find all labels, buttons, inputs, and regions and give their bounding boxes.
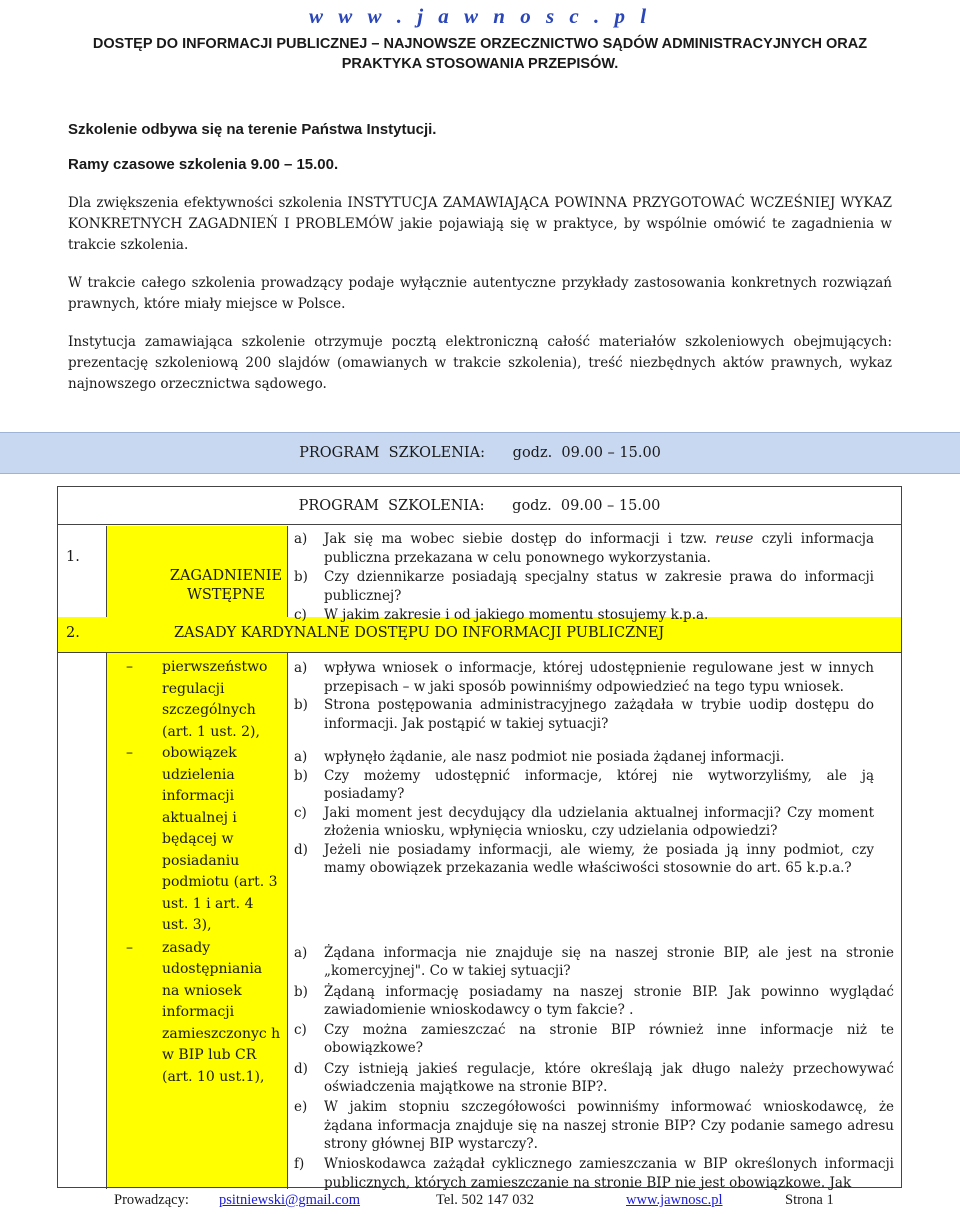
questions-group-a	[294, 659, 874, 733]
header-line-1: DOSTĘP DO INFORMACJI PUBLICZNEJ – NAJNOWSZE ORZECZNICTWO SĄDÓW ADMINISTRACYJNYCH ORAZ	[92, 36, 868, 52]
list-item: a) wpływa wniosek o informacje, której udostępnienie regulowane jest w innych przepisach – w jaki sposób powinniśmy odpowiedzieć na tego typu wniosek.	[294, 660, 874, 695]
list-item: b) Czy dziennikarze posiadają specjalny status w zakresie prawa do informacji publicznej?	[294, 569, 874, 604]
principles-list	[106, 657, 287, 1088]
footer-label: Prowadzący:	[114, 1192, 189, 1208]
list-item: a) wpłynęło żądanie, ale nasz podmiot nie posiada żądanej informacji.	[294, 749, 785, 765]
questions-group-b	[294, 748, 874, 878]
list-item: d) Czy istnieją jakieś regulacje, które określają jak długo należy przechowywać oświadczenia majątkowe na stronie BIP?.	[294, 1060, 894, 1096]
list-item: e) W jakim stopniu szczegółowości powinniśmy informować wnioskodawcę, że żądana informacja znajduje się na naszej stronie BIP? Czy podanie samego adresu strony głównej BIP wystarczy?.	[294, 1099, 894, 1152]
section2-title: ZASADY KARDYNALNE DOSTĘPU DO INFORMACJI PUBLICZNEJ	[174, 625, 665, 641]
section1-title: ZAGADNIENIE WSTĘPNE	[169, 568, 283, 603]
header-line-2: PRAKTYKA STOSOWANIA PRZEPISÓW.	[341, 56, 619, 72]
footer-page-number: Strona 1	[785, 1192, 834, 1208]
section1-questions	[294, 530, 874, 625]
footer-email-link[interactable]: psitniewski@gmail.com	[219, 1192, 361, 1208]
list-item: c) Jaki moment jest decydujący dla udzielania aktualnej informacji? Czy moment złożenia wniosku, wpłynięcia wniosku, czy udzielania odpowiedzi?	[294, 804, 874, 839]
list-item: b) Żądaną informację posiadamy na naszej stronie BIP. Jak powinno wyglądać zawiadomienie wnioskodawcy o tym fakcie? .	[294, 983, 894, 1018]
list-item: a) Jak się ma wobec siebie dostęp do informacji i tzw. reuse czyli informacja publiczna przekazana w celu ponownego wykorzystania.	[294, 531, 874, 566]
list-item: b) Czy możemy udostępnić informacje, której nie wytworzyliśmy, ale ją posiadamy?	[294, 767, 874, 802]
training-time: Ramy czasowe szkolenia 9.00 – 15.00.	[68, 156, 339, 173]
intro-paragraph-1: Dla zwiększenia efektywności szkolenia INSTYTUCJA ZAMAWIAJĄCA POWINNA PRZYGOTOWAĆ WCZEŚNIEJ WYKAZ KONKRETNYCH ZAGADNIEŃ I PROBLEMÓW jakie pojawiają się w praktyce, by wspólnie omówić te zagadnienia w trakcie szkolenia.	[68, 195, 892, 253]
table-header-title: PROGRAM SZKOLENIA: godz. 09.00 – 15.00	[298, 497, 661, 514]
footer-site-link[interactable]: www.jawnosc.pl	[626, 1192, 723, 1208]
list-item: – pierwszeństwo regulacji szczególnych (art. 1 ust. 2),	[126, 659, 268, 740]
list-item: – zasady udostępniania na wniosek informacji zamieszczonyc h w BIP lub CR (art. 10 ust.1),	[126, 939, 281, 1085]
list-item: a) Żądana informacja nie znajduje się na naszej stronie BIP, ale jest na stronie „komercyjnej". Co w takiej sytuacji?	[294, 945, 894, 980]
intro-paragraph-2: W trakcie całego szkolenia prowadzący podaje wyłącznie autentyczne przykłady zastosowania konkretnych rozwiązań prawnych, które miały miejsce w Polsce.	[68, 275, 892, 312]
intro-paragraph-3: Instytucja zamawiająca szkolenie otrzymuje pocztą elektroniczną całość materiałów szkoleniowych obejmujących: prezentację szkoleniową 200 slajdów (omawianych w trakcie szkolenia), treść niezbędnych aktów prawnych, wykaz najnowszego orzecznictwa sądowego.	[68, 334, 892, 392]
program-band-title: PROGRAM SZKOLENIA: godz. 09.00 – 15.00	[299, 445, 661, 461]
list-item: c) Czy można zamieszczać na stronie BIP również inne informacje niż te obowiązkowe?	[294, 1022, 894, 1057]
list-item: d) Jeżeli nie posiadamy informacji, ale wiemy, że posiada ją inny podmiot, czy mamy obowiązek przekazania wedle właściwości stosownie do art. 65 k.p.a.?	[294, 841, 874, 876]
site-title: w w w . j a w n o s c . p l	[308, 4, 652, 28]
footer-phone: Tel. 502 147 032	[436, 1192, 535, 1208]
list-item: b) Strona postępowania administracyjnego zażądała w trybie uodip dostępu do informacji. Jak postąpić w takiej sytuacji?	[294, 697, 874, 732]
program-table	[57, 486, 902, 1191]
questions-group-c	[294, 944, 894, 1192]
list-item: – obowiązek udzielenia informacji aktualnej i będącej w posiadaniu podmiotu (art. 3 ust. 1 i art. 4 ust. 3),	[126, 745, 278, 933]
program-band	[0, 432, 960, 474]
training-location: Szkolenie odbywa się na terenie Państwa Instytucji.	[68, 121, 437, 138]
list-item: f) Wnioskodawca zażądał cyklicznego zamieszczania w BIP określonych informacji publicznych, których zamieszczanie na stronie BIP nie jest obowiązkowe. Jak	[294, 1156, 894, 1191]
section-number-2: 2.	[66, 625, 80, 641]
section-number-1: 1.	[66, 549, 80, 565]
table-header	[58, 487, 901, 525]
list-item: c) W jakim zakresie i od jakiego momentu stosujemy k.p.a.	[294, 607, 709, 623]
